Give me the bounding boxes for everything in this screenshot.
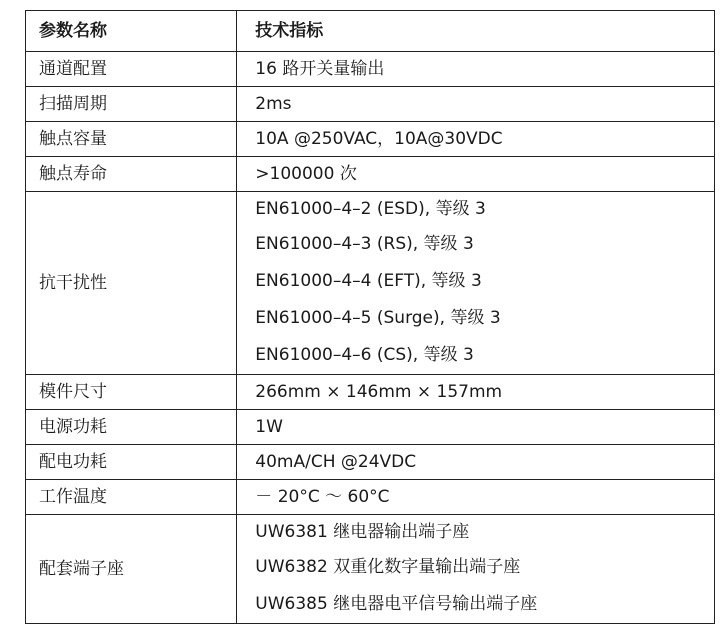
value-power-consumption: 1W <box>237 410 715 445</box>
immunity-surge: EN61000–4–5 (Surge), 等级 3 <box>255 308 501 328</box>
param-channel-config: 通道配置 <box>26 52 237 87</box>
immunity-rs: EN61000–4–3 (RS), 等级 3 <box>255 234 474 254</box>
value-channel-config: 16 路开关量输出 <box>237 52 715 87</box>
value-distribution-power: 40mA/CH @24VDC <box>237 445 715 480</box>
param-scan-period: 扫描周期 <box>26 87 237 122</box>
param-immunity: 抗干扰性 <box>26 192 237 375</box>
table-row <box>26 445 715 480</box>
terminal-uw6385: UW6385 继电器电平信号输出端子座 <box>255 594 538 614</box>
terminal-uw6382: UW6382 双重化数字量输出端子座 <box>255 557 521 577</box>
param-power-consumption: 电源功耗 <box>26 410 237 445</box>
header-technical-spec: 技术指标 <box>237 11 715 52</box>
immunity-eft: EN61000–4–4 (EFT), 等级 3 <box>255 271 482 291</box>
value-module-size: 266mm × 146mm × 157mm <box>237 375 715 410</box>
param-module-size: 模件尺寸 <box>26 375 237 410</box>
immunity-cs: EN61000–4–6 (CS), 等级 3 <box>255 345 474 365</box>
value-contact-life: >100000 次 <box>237 157 715 192</box>
spec-table <box>25 10 715 624</box>
table-row <box>26 375 715 410</box>
param-operating-temp: 工作温度 <box>26 480 237 515</box>
table-row <box>26 122 715 157</box>
value-scan-period: 2ms <box>237 87 715 122</box>
value-contact-capacity: 10A @250VAC，10A@30VDC <box>237 122 715 157</box>
table-row <box>26 515 715 624</box>
header-param-name: 参数名称 <box>26 11 237 52</box>
param-contact-life: 触点寿命 <box>26 157 237 192</box>
param-distribution-power: 配电功耗 <box>26 445 237 480</box>
table-row <box>26 192 715 375</box>
terminal-uw6381: UW6381 继电器输出端子座 <box>255 522 470 542</box>
table-row <box>26 480 715 515</box>
value-operating-temp: － 20°C ～ 60°C <box>237 480 715 515</box>
table-row <box>26 157 715 192</box>
table-row <box>26 87 715 122</box>
value-immunity <box>237 192 715 375</box>
value-terminal-base <box>237 515 715 624</box>
param-terminal-base: 配套端子座 <box>26 515 237 624</box>
table-row <box>26 410 715 445</box>
param-contact-capacity: 触点容量 <box>26 122 237 157</box>
immunity-esd: EN61000–4–2 (ESD), 等级 3 <box>255 199 486 219</box>
table-row <box>26 52 715 87</box>
table-header-row <box>26 11 715 52</box>
